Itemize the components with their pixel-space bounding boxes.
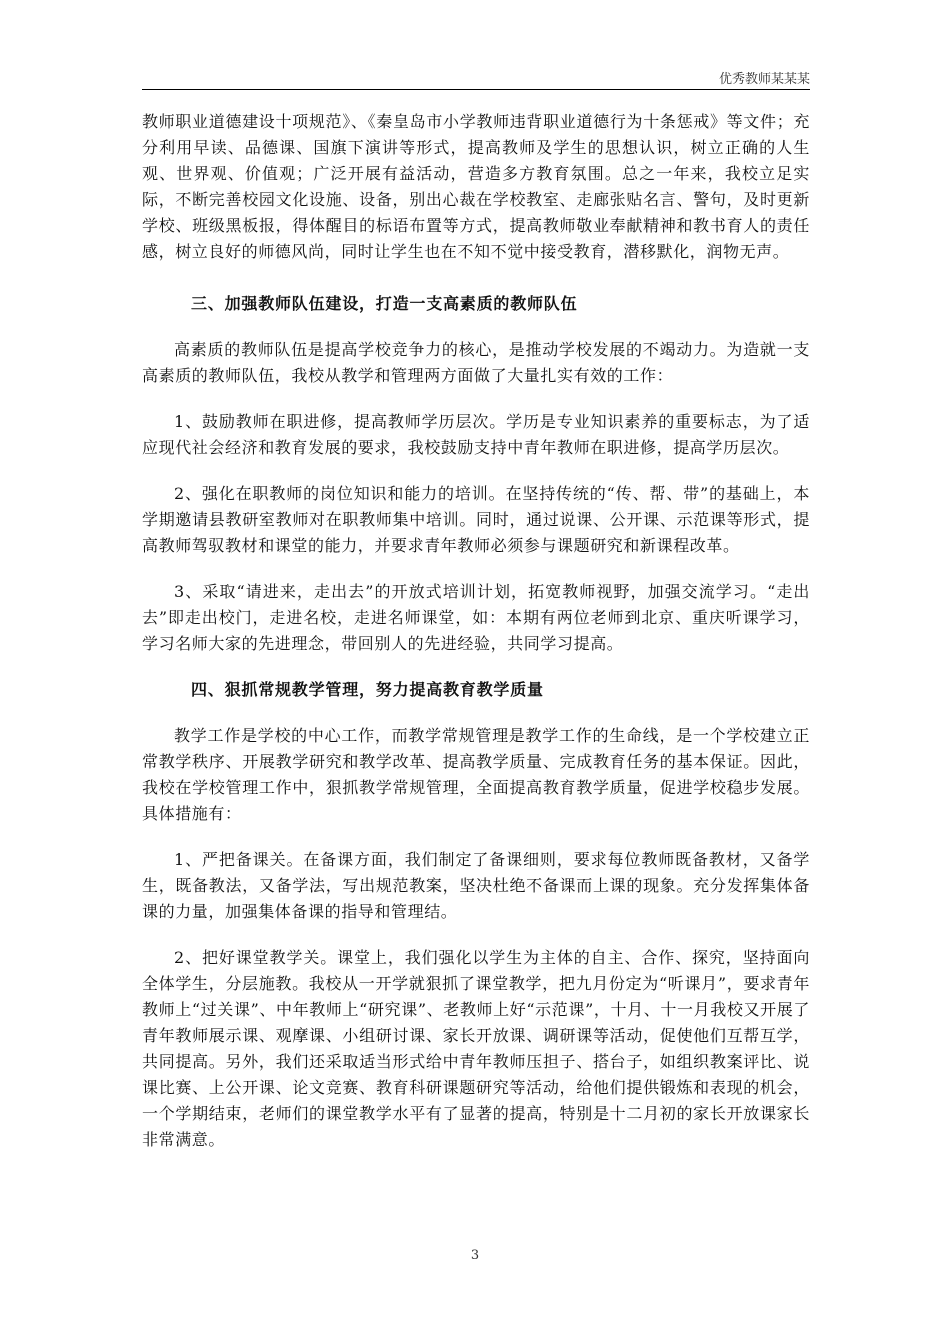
page-header	[142, 68, 810, 90]
section-heading: 四、狠抓常规教学管理，努力提高教育教学质量	[191, 680, 544, 699]
paragraph: 1、鼓励教师在职进修，提高教师学历层次。学历是专业知识素养的重要标志，为了适应现代社会经济和教育发展的要求，我校鼓励支持中青年教师在职进修，提高学历层次。	[142, 412, 810, 457]
paragraph: 2、把好课堂教学关。课堂上，我们强化以学生为主体的自主、合作、探究，坚持面向全体学生，分层施教。我校从一开学就狠抓了课堂教学，把九月份定为“听课月”，要求青年教师上“过关课”、中年教师上“研究课”、老教师上好“示范课”，十月、十一月我校又开展了青年教师展示课、观摩课、小组研讨课、家长开放课、调研课等活动，促使他们互帮互学，共同提高。另外，我们还采取适当形式给中青年教师压担子、搭台子，如组织教案评比、说课比赛、上公开课、论文竞赛、教育科研课题研究等活动，给他们提供锻炼和表现的机会，一个学期结束，老师们的课堂教学水平有了显著的提高，特别是十二月初的家长开放课家长非常满意。	[142, 948, 810, 1149]
paragraph: 教学工作是学校的中心工作，而教学常规管理是教学工作的生命线，是一个学校建立正常教学秩序、开展教学研究和教学改革、提高教学质量、完成教育任务的基本保证。因此，我校在学校管理工作中，狠抓教学常规管理，全面提高教育教学质量，促进学校稳步发展。具体措施有：	[142, 726, 810, 823]
paragraph: 1、严把备课关。在备课方面，我们制定了备课细则，要求每位教师既备教材，又备学生，既备教法，又备学法，写出规范教案，坚决杜绝不备课而上课的现象。充分发挥集体备课的力量，加强集体备课的指导和管理结。	[142, 850, 810, 921]
document-body	[142, 109, 810, 1173]
header-text: 优秀教师某某某	[718, 72, 810, 87]
page-number: 3	[470, 1248, 480, 1263]
paragraph: 高素质的教师队伍是提高学校竞争力的核心，是推动学校发展的不竭动力。为造就一支高素质的教师队伍，我校从教学和管理两方面做了大量扎实有效的工作：	[142, 340, 810, 385]
paragraph: 2、强化在职教师的岗位知识和能力的培训。在坚持传统的“传、帮、带”的基础上，本学期邀请县教研室教师对在职教师集中培训。同时，通过说课、公开课、示范课等形式，提高教师驾驭教材和课堂的能力，并要求青年教师必须参与课题研究和新课程改革。	[142, 484, 810, 555]
paragraph: 3、采取“请进来，走出去”的开放式培训计划，拓宽教师视野，加强交流学习。“走出去”即走出校门，走进名校，走进名师课堂，如：本期有两位老师到北京、重庆听课学习，学习名师大家的先进理念，带回别人的先进经验，共同学习提高。	[142, 582, 810, 653]
section-heading: 三、加强教师队伍建设，打造一支高素质的教师队伍	[191, 294, 578, 313]
paragraph: 教师职业道德建设十项规范》、《秦皇岛市小学教师违背职业道德行为十条惩戒》等文件；充分利用早读、品德课、国旗下演讲等形式，提高教师及学生的思想认识，树立正确的人生观、世界观、价值观；广泛开展有益活动，营造多方教育氛围。总之一年来，我校立足实际，不断完善校园文化设施、设备，别出心裁在学校教室、走廊张贴名言、警句，及时更新学校、班级黑板报，得体醒目的标语布置等方式，提高教师敬业奉献精神和教书育人的责任感，树立良好的师德风尚，同时让学生也在不知不觉中接受教育，潜移默化，润物无声。	[142, 112, 810, 261]
header-rule	[142, 89, 810, 90]
